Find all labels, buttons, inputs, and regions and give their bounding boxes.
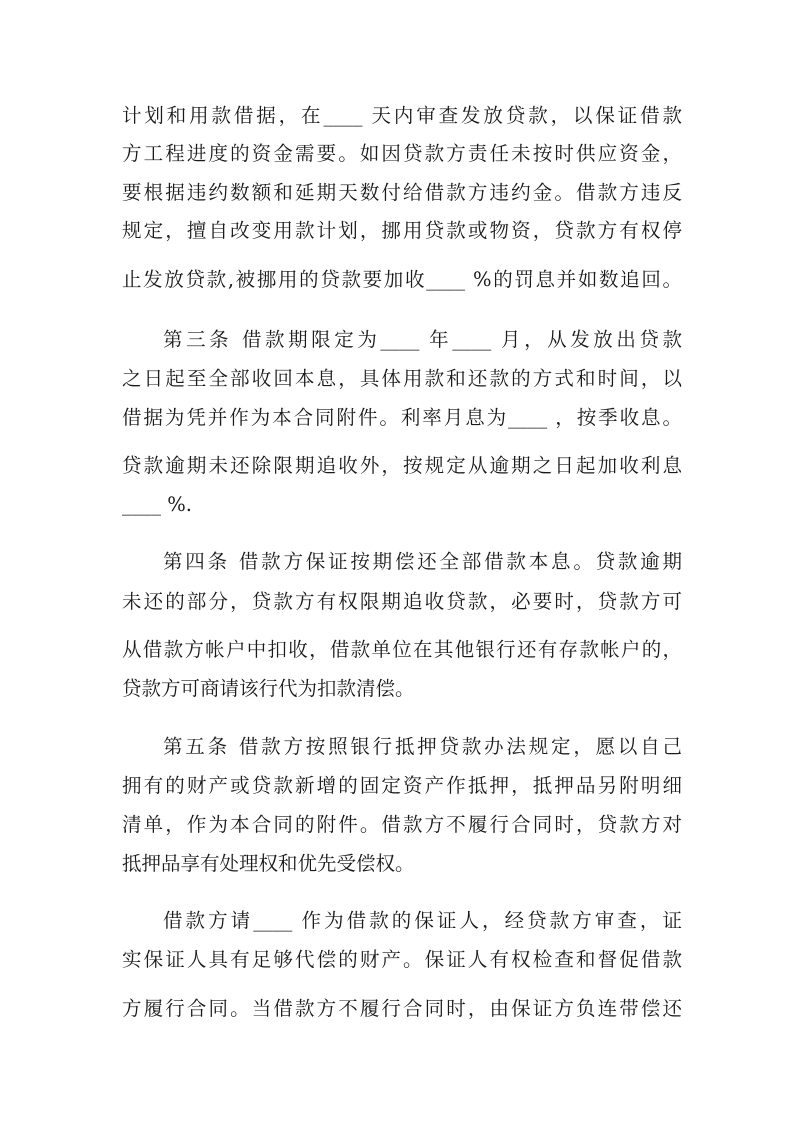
text-line: 方工程进度的资金需要。如因贷款方责任未按时供应资金， (122, 142, 682, 165)
text-line: 规定，擅自改变用款计划，挪用贷款或物资，贷款方有权停 (122, 219, 682, 242)
text-line: 之日起至全部收回本息，具体用款和还款的方式和时间，以 (122, 367, 682, 390)
article-3-first-line: 第三条 借款期限定为____ 年____ 月，从发放出贷款 (163, 328, 682, 351)
text-line: 拥有的财产或贷款新增的固定资产作抵押，抵押品另附明细 (122, 774, 682, 797)
text-line: 清单，作为本合同的附件。借款方不履行合同时，贷款方对 (122, 813, 682, 836)
text-line: 要根据违约数额和延期天数付给借款方违约金。借款方违反 (122, 181, 682, 204)
text-line: 从借款方帐户中扣收，借款单位在其他银行还有存款帐户的， (122, 638, 682, 661)
text-line: 借据为凭并作为本合同附件。利率月息为____ ，按季收息。 (122, 406, 682, 429)
text-line: 未还的部分，贷款方有权限期追收贷款，必要时，贷款方可 (122, 590, 682, 613)
text-line: 贷款逾期未还除限期追收外，按规定从逾期之日起加收利息 (122, 454, 682, 477)
guarantor-first-line: 借款方请____ 作为借款的保证人，经贷款方审查，证 (163, 909, 682, 932)
text-line: ____ %. (122, 493, 192, 516)
text-line: 抵押品享有处理权和优先受偿权。 (122, 852, 415, 875)
text-line: 止发放贷款,被挪用的贷款要加收____ %的罚息并如数追回。 (122, 268, 682, 291)
article-4-first-line: 第四条 借款方保证按期偿还全部借款本息。贷款逾期 (163, 550, 682, 573)
text-line: 贷款方可商请该行代为扣款清偿。 (122, 677, 415, 700)
text-line: 计划和用款借据，在____ 天内审查发放贷款，以保证借款 (122, 104, 682, 127)
text-line: 实保证人具有足够代偿的财产。保证人有权检查和督促借款 (122, 948, 682, 971)
article-5-first-line: 第五条 借款方按照银行抵押贷款办法规定，愿以自己 (163, 735, 682, 758)
text-line: 方履行合同。当借款方不履行合同时，由保证方负连带偿还 (122, 997, 682, 1020)
